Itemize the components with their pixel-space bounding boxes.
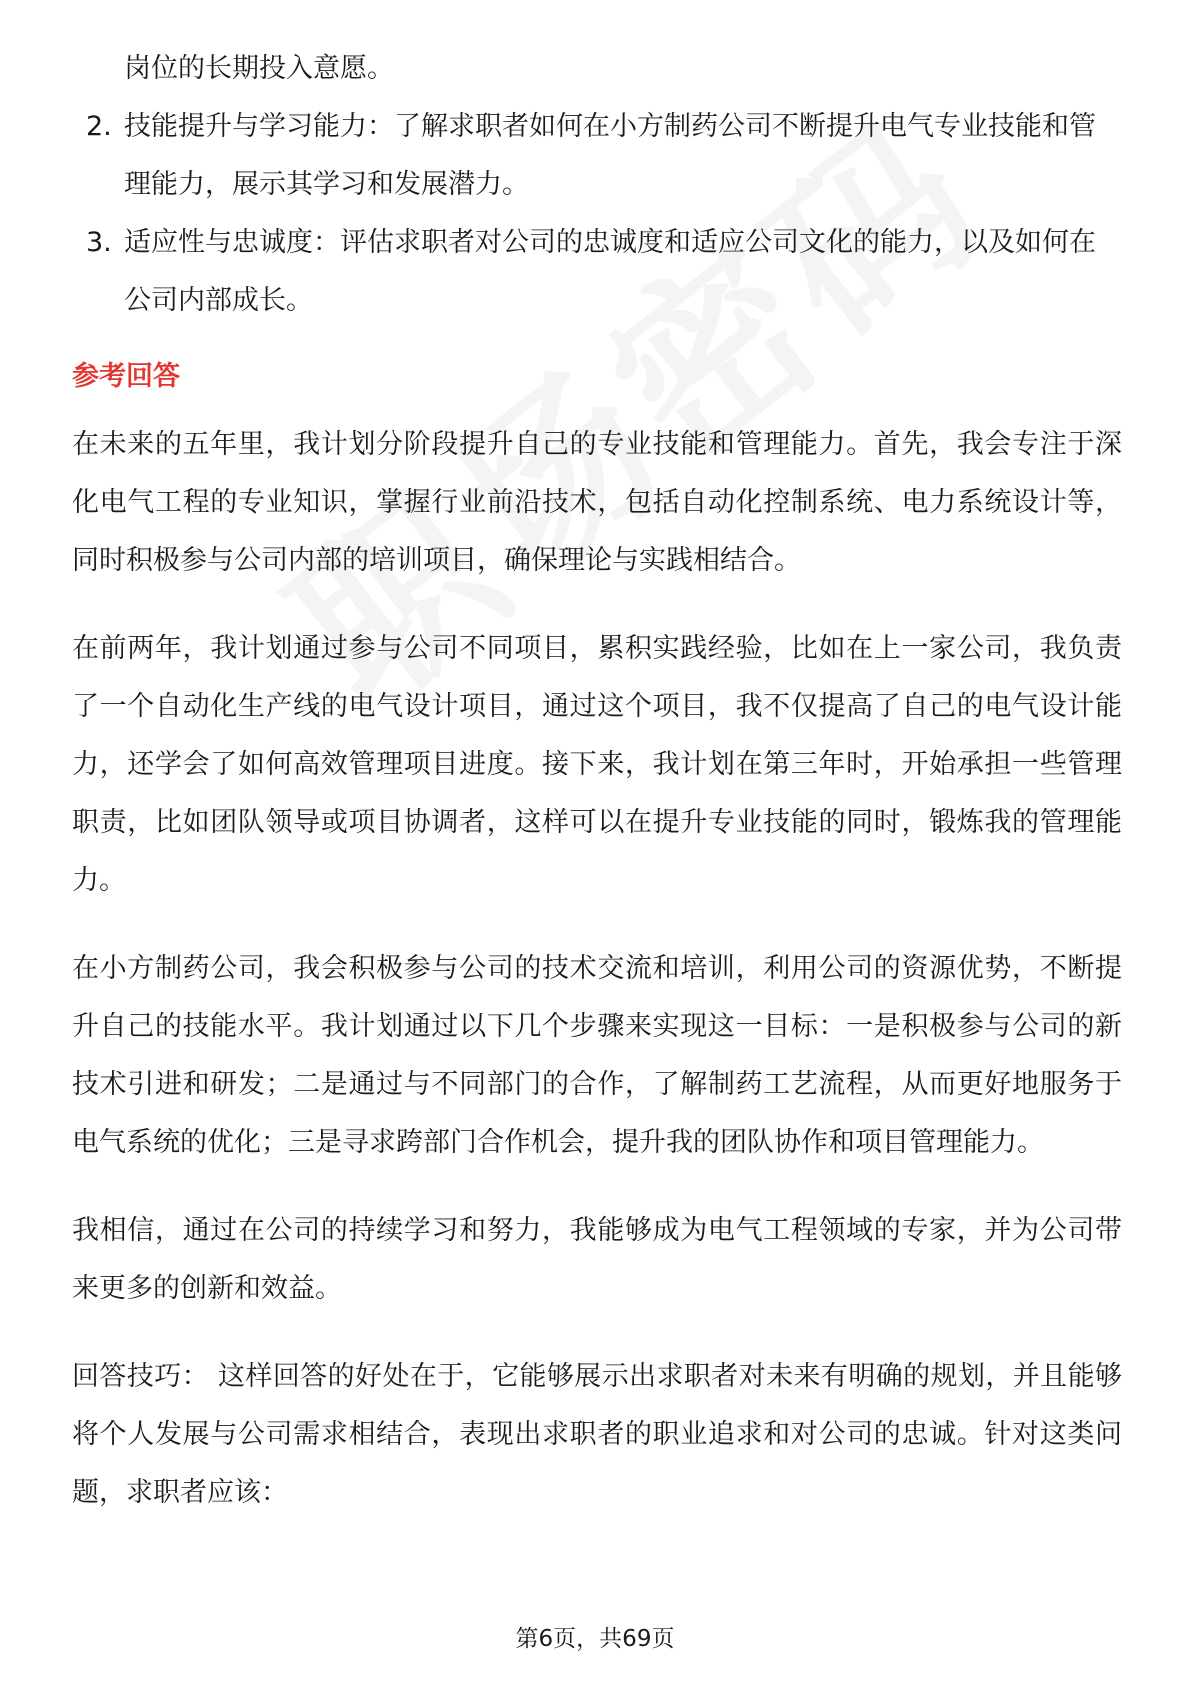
list-item-text: 技能提升与学习能力：了解求职者如何在小方制药公司不断提升电气专业技能和管理能力，展示其学习和发展潜力。	[124, 111, 1096, 200]
list-item	[72, 98, 1122, 214]
page-number: 第6页，共69页	[515, 1626, 675, 1652]
answer-paragraph: 在前两年，我计划通过参与公司不同项目，累积实践经验，比如在上一家公司，我负责了一个自动化生产线的电气设计项目，通过这个项目，我不仅提高了自己的电气设计能力，还学会了如何高效管理项目进度。接下来，我计划在第三年时，开始承担一些管理职责，比如团队领导或项目协调者，这样可以在提升专业技能的同时，锻炼我的管理能力。	[72, 633, 1122, 896]
answer-paragraph: 在未来的五年里，我计划分阶段提升自己的专业技能和管理能力。首先，我会专注于深化电气工程的专业知识，掌握行业前沿技术，包括自动化控制系统、电力系统设计等，同时积极参与公司内部的培训项目，确保理论与实践相结合。	[72, 429, 1122, 576]
list-item-number: 3.	[86, 227, 112, 258]
tips-paragraph: 回答技巧： 这样回答的好处在于，它能够展示出求职者对未来有明确的规划，并且能够将个人发展与公司需求相结合，表现出求职者的职业追求和对公司的忠诚。针对这类问题，求职者应该：	[72, 1361, 1122, 1508]
answer-paragraph: 在小方制药公司，我会积极参与公司的技术交流和培训，利用公司的资源优势，不断提升自己的技能水平。我计划通过以下几个步骤来实现这一目标：一是积极参与公司的新技术引进和研发；二是通过与不同部门的合作，了解制药工艺流程，从而更好地服务于电气系统的优化；三是寻求跨部门合作机会，提升我的团队协作和项目管理能力。	[72, 953, 1122, 1158]
list-item	[72, 214, 1122, 330]
list-item-text: 适应性与忠诚度：评估求职者对公司的忠诚度和适应公司文化的能力，以及如何在公司内部成长。	[124, 227, 1096, 316]
criteria-list	[72, 98, 1122, 330]
list-item-number: 2.	[86, 111, 112, 142]
section-title: 参考回答	[72, 361, 180, 392]
continued-list-text: 岗位的长期投入意愿。	[124, 53, 394, 84]
page-content	[72, 40, 1122, 1552]
answer-paragraph: 我相信，通过在公司的持续学习和努力，我能够成为电气工程领域的专家，并为公司带来更多的创新和效益。	[72, 1215, 1122, 1304]
